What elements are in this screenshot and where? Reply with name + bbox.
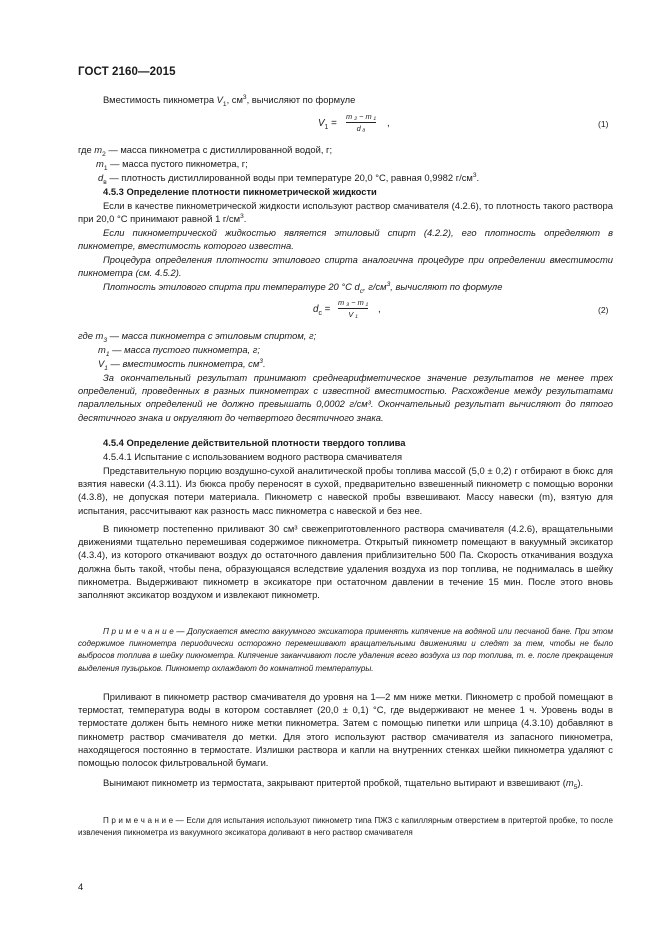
section-4-5-3-heading: 4.5.3 Определение плотности пикнометрической жидкости — [103, 186, 377, 197]
s454-paragraph-4: Вынимают пикнометр из термостата, закрывают притертой пробкой, тщательно вытирают и взвешивают $(m_5)$. — [103, 777, 584, 791]
formula-2-lhs: $d_с$ = — [313, 304, 331, 317]
note-1-label: П р и м е ч а н и е — [103, 627, 174, 636]
formula-2-denominator: V ₁ — [348, 310, 358, 319]
note-1: П р и м е ч а н и е — Допускается вместо вакуумного эксикатора применять кипячение на водяной или песчаной бане. При этом содержимое пикнометра периодически осторожно перемешивают вращательными движениями и следят за тем, чтобы не было выбросов топлива в шейку пикнометра. Кипячение заканчивают после удаления всего воздуха из пор топлива, т. е. после прекращения выделения пузырьков. Пикнометр охлаждают до комнатной температуры. — [78, 627, 613, 673]
where-m1: $m_1$ — масса пустого пикнометра, г; — [96, 158, 248, 172]
s454-paragraph-2: В пикнометр постепенно приливают 30 см³ свежеприготовленного раствора смачивателя (4.2.6), вращательными движениями тщательно перемешивая содержимое пикнометра. Открытый пикнометр помещают в вакуумный эксикатор (4.3.4), из которого откачивают воздух до остаточного давления приблизительно 500 Па. Скорость откачивания воздуха должна быть такой, чтобы пена, образующаяся вследствие удаления воздуха из пор топлива, не поднималась в шейку пикнометра. Выдерживают пикнометр в эксикаторе при остаточном давлении в течение 15 мин. После этого вновь заполняют эксикатор воздухом и извлекают пикнометр. — [78, 523, 613, 601]
formula-2-fraction — [338, 298, 368, 319]
page-header-title: ГОСТ 2160—2015 — [78, 66, 176, 78]
page-number: 4 — [78, 881, 84, 892]
where2-v1: $V_1$ — вместимость пикнометра, $см^3$. — [98, 357, 266, 372]
s453-paragraph-4: Плотность этилового спирта при температуре 20 °С $d_с$, $г/см^3$, вычисляют по формуле — [103, 280, 503, 295]
note-2-label: П р и м е ч а н и е — [103, 816, 174, 825]
fraction-bar — [338, 308, 368, 309]
where-m3: где $m_3$ — масса пикнометра с этиловым спиртом, г; — [78, 330, 317, 344]
s453-paragraph-2: Если пикнометрической жидкостью является этиловый спирт (4.2.2), его плотность определяют в пикнометре, вместимость которого известна. — [78, 227, 613, 252]
section-4-5-4-1-heading: 4.5.4.1 Испытание с использованием водного раствора смачивателя — [103, 451, 403, 462]
formula-1-fraction — [346, 112, 376, 133]
fraction-bar — [346, 122, 376, 123]
s453-paragraph-1: Если в качестве пикнометрической жидкости используют раствор смачивателя (4.2.6), то плотность такого раствора при 20,0 °С принимают равной 1 $г/см^3$. — [78, 200, 613, 225]
formula-1-numerator: m ₂ − m ₁ — [346, 112, 376, 121]
formula-1-trail: , — [387, 118, 390, 129]
formula-2-number: (2) — [598, 305, 609, 315]
s454-paragraph-1: Представительную порцию воздушно-сухой аналитической пробы топлива массой (5,0 ± 0,2) г отбирают в бюкс для взятия навески (4.3.11). Из бюкса пробу переносят в сухой, предварительно взвешенный пикнометр с помощью воронки (4.3.8), не допуская потери материала. Пикнометр с навеской пробы взвешивают. Массу навески (m), взятую для испытания, рассчитывают как разность масс пикнометра с навеской и без нее. — [78, 465, 613, 516]
s454-paragraph-3: Приливают в пикнометр раствор смачивателя до уровня на 1—2 мм ниже метки. Пикнометр с пробой помещают в термостат, температура воды в котором составляет (20,0 ± 0,1) °С, где выдерживают не менее 1 ч. Уровень воды в термостате должен быть немного ниже метки пикнометра. Затем с помощью пипетки или шприца (4.3.10) добавляют в пикнометр раствор смачивателя до метки. Для этого используют раствор смачивателя из запасного пикнометра, находящегося постоянно в термостате. Излишки раствора и капли на внутренних стенках шейки пикнометра удаляют с помощью полосок фильтровальной бумаги. — [78, 691, 613, 769]
s453-paragraph-3: Процедура определения плотности этилового спирта аналогична процедуре при определении вместимости пикнометра (см. 4.5.2). — [78, 254, 613, 279]
formula-1-denominator: d ₐ — [356, 124, 366, 133]
section-4-5-4-heading: 4.5.4 Определение действительной плотности твердого топлива — [103, 437, 406, 448]
intro-paragraph: Вместимость пикнометра $V_1$, $см^3$, вычисляют по формуле — [103, 93, 356, 108]
where2-m1: $m_1$ — масса пустого пикнометра, г; — [98, 344, 260, 358]
formula-1-number: (1) — [598, 119, 609, 129]
where-m2: где $m_2$ — масса пикнометра с дистиллированной водой, г; — [78, 144, 333, 158]
formula-2-trail: , — [378, 304, 381, 315]
formula-1-lhs: $V_1$ = — [318, 118, 337, 131]
formula-2-numerator: m ₃ − m ₁ — [338, 298, 369, 307]
note-2: П р и м е ч а н и е — Если для испытания используют пикнометр типа ПЖ3 с капиллярным отверстием в притертой пробке, то после извлечения пикнометра из вакуумного эксикатора доливают в него раствор смачивателя — [78, 816, 613, 838]
final-result-paragraph: За окончательный результат принимают среднеарифметическое значение результатов не менее трех определений, проведенных в разных пикнометрах с известной вместимостью. Расхождение между результатами параллельных определений не должно превышать 0,0002 г/см³. Окончательный результат вычисляют до пятого десятичного знака и округляют до четвертого десятичного знака. — [78, 372, 613, 423]
where-da: $d_в$ — плотность дистиллированной воды при температуре 20,0 °С, равная 0,9982 $г/см^3$. — [98, 171, 480, 186]
